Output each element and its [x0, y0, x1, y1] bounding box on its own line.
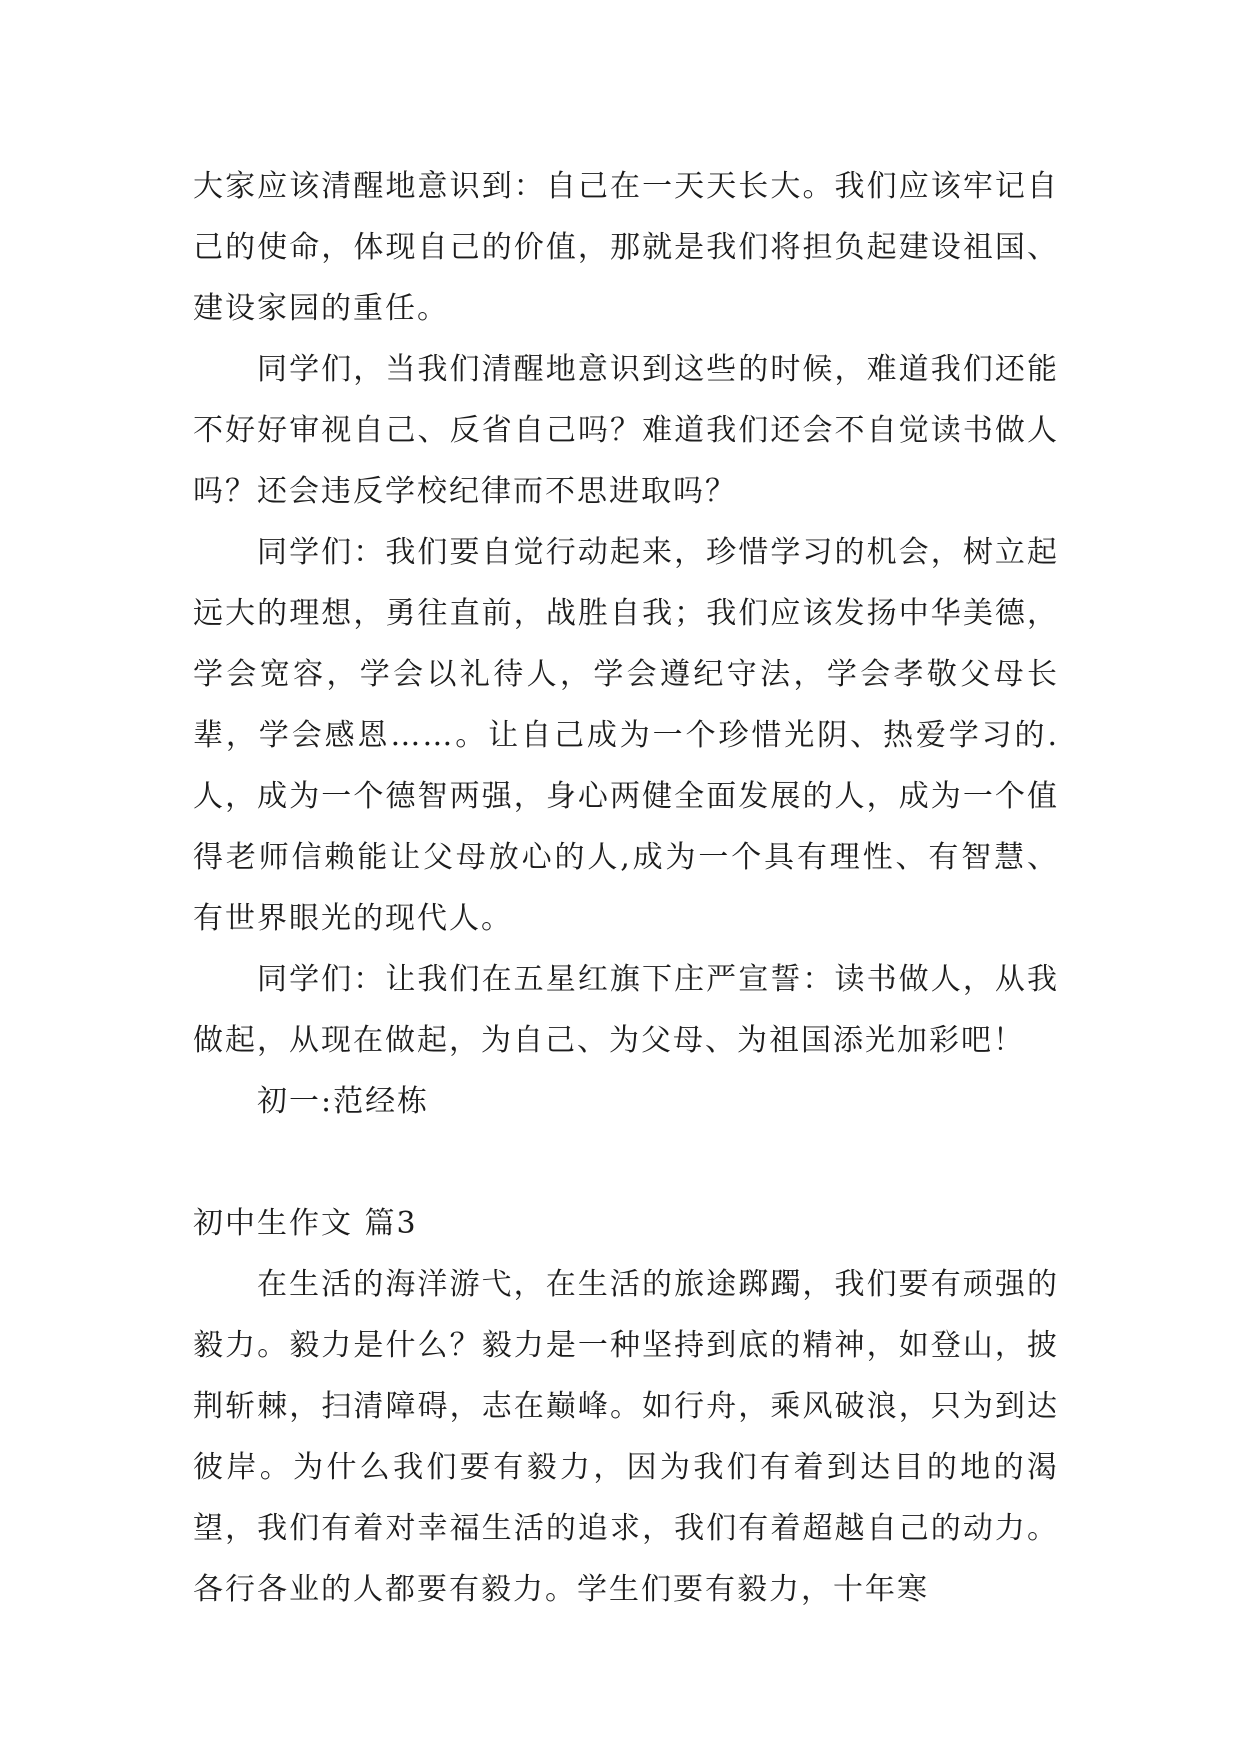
paragraph-perseverance: 在生活的海洋游弋，在生活的旅途踯躅，我们要有顽强的毅力。毅力是什么？毅力是一种坚持到底的精神，如登山，披荆斩棘，扫清障碍，志在巅峰。如行舟，乘风破浪，只为到达彼岸。为什么我们要有毅力，因为我们有着到达目的地的渴望，我们有着对幸福生活的追求，我们有着超越自己的动力。各行各业的人都要有毅力。学生们要有毅力，十年寒	[193, 1267, 1059, 1607]
paragraph-action: 同学们：我们要自觉行动起来，珍惜学习的机会，树立起远大的理想，勇往直前，战胜自我；我们应该发扬中华美德，学会宽容，学会以礼待人，学会遵纪守法，学会孝敬父母长辈，学会感恩……。让自己成为一个珍惜光阴、热爱学习的.人，成为一个德智两强，身心两健全面发展的人，成为一个值得老师信赖能让父母放心的人,成为一个具有理性、有智慧、有世界眼光的现代人。	[193, 535, 1059, 936]
section-spacer	[193, 1132, 1059, 1193]
document-body	[193, 156, 1059, 1620]
section-title: 初中生作文 篇3	[193, 1206, 418, 1241]
paragraph-continuation: 大家应该清醒地意识到：自己在一天天长大。我们应该牢记自己的使命，体现自己的价值，那就是我们将担负起建设祖国、建设家园的重任。	[193, 169, 1059, 326]
paragraph-oath: 同学们：让我们在五星红旗下庄严宣誓：读书做人，从我做起，从现在做起，为自己、为父母、为祖国添光加彩吧！	[193, 962, 1059, 1058]
paragraph-reflection: 同学们，当我们清醒地意识到这些的时候，难道我们还能不好好审视自己、反省自己吗？难道我们还会不自觉读书做人吗？还会违反学校纪律而不思进取吗？	[193, 352, 1059, 509]
author-signature: 初一:范经栋	[257, 1084, 430, 1119]
